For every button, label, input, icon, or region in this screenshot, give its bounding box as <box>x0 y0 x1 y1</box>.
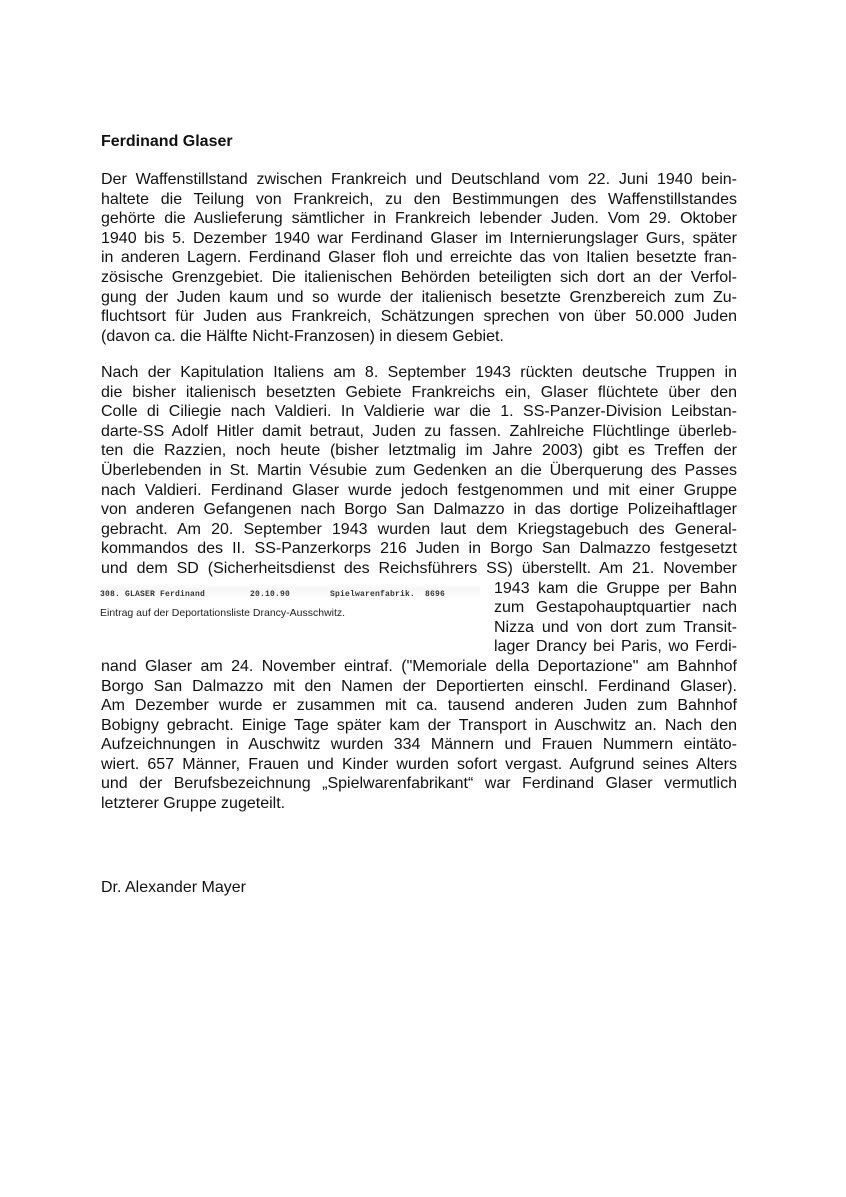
text-line: wiert. 657 Männer, Frauen und Kinder wurden sofort vergast. Aufgrund seines Alters <box>101 755 737 773</box>
deportation-list-figure <box>100 583 480 627</box>
text-line: Aufzeichnungen in Auschwitz wurden 334 Männern und Frauen Nummern eintäto- <box>101 736 737 754</box>
text-line: (davon ca. die Hälfte Nicht-Franzosen) in diesem Gebiet. <box>101 327 504 345</box>
text-line: in anderen Lagern. Ferdinand Glaser floh und erreichte das von Italien besetzte fran- <box>101 249 737 267</box>
text-line: Nach der Kapitulation Italiens am 8. September 1943 rückten deutsche Truppen in <box>101 364 737 381</box>
text-line: Überlebenden in St. Martin Vésubie zum Gedenken an die Überquerung des Passes <box>101 461 737 479</box>
text-line: Nizza und von dort zum Transit- <box>494 618 737 636</box>
text-line: darte-SS Adolf Hitler damit betraut, Juden zu fassen. Zahlreiche Flüchtlinge überleb- <box>101 422 737 440</box>
author-signature: Dr. Alexander Mayer <box>101 879 246 896</box>
figure-caption: Eintrag auf der Deportationsliste Drancy-Ausschwitz. <box>100 607 346 619</box>
paragraph-1 <box>101 170 737 346</box>
text-line: gehörte die Auslieferung sämtlicher in Frankreich lebender Juden. Vom 29. Oktober <box>101 210 737 228</box>
text-line: und der Berufsbezeichnung „Spielwarenfabrikant“ war Ferdinand Glaser vermutlich <box>101 775 737 793</box>
text-line: kommandos des II. SS-Panzerkorps 216 Juden in Borgo San Dalmazzo festgesetzt <box>101 540 737 558</box>
text-line: und dem SD (Sicherheitsdienst des Reichsführers SS) überstellt. Am 21. November <box>101 559 737 577</box>
text-line: Bobigny gebracht. Einige Tage später kam der Transport in Auschwitz an. Nach den <box>101 716 737 734</box>
text-line: zum Gestapohauptquartier nach <box>494 599 737 617</box>
text-line: Der Waffenstillstand zwischen Frankreich und Deutschland vom 22. Juni 1940 bein- <box>101 171 737 188</box>
text-line: fluchtsort für Juden aus Frankreich, Schätzungen sprechen von über 50.000 Juden <box>101 308 737 326</box>
text-line: ten die Razzien, noch heute (bisher letztmalig im Jahre 2003) gibt es Treffen der <box>101 442 737 460</box>
text-line: gung der Juden kaum und so wurde der italienisch besetzte Grenzbereich zum Zu- <box>101 288 737 306</box>
text-line: 1943 kam die Gruppe per Bahn <box>494 579 737 597</box>
text-line: zösische Grenzgebiet. Die italienischen Behörden beteiligten sich dort an der Verfol- <box>101 268 737 286</box>
text-line: haltete die Teilung von Frankreich, zu den Bestimmungen des Waffenstillstandes <box>101 190 737 208</box>
text-line: nach Valdieri. Ferdinand Glaser wurde jedoch festgenommen und mit einer Gruppe <box>101 481 737 499</box>
text-line: Colle di Ciliegie nach Valdieri. In Valdierie war die 1. SS-Panzer-Division Leibstan- <box>101 403 737 421</box>
text-line: gebracht. Am 20. September 1943 wurden laut dem Kriegstagebuch des General- <box>101 520 737 538</box>
text-line: letzterer Gruppe zugeteilt. <box>101 795 286 813</box>
text-line: Am Dezember wurde er zusammen mit ca. tausend anderen Juden zum Bahnhof <box>101 697 737 715</box>
text-line: die bisher italienisch besetzten Gebiete Frankreichs ein, Glaser flüchtete über den <box>101 383 737 401</box>
deportation-list-scan: 308. GLASER Ferdinand 20.10.90 Spielwarenfabrik. 8696 <box>100 583 480 599</box>
text-line: lager Drancy bei Paris, wo Ferdi- <box>494 638 737 656</box>
text-line: 1940 bis 5. Dezember 1940 war Ferdinand Glaser im Internierungslager Gurs, später <box>101 229 737 247</box>
text-line: Borgo San Dalmazzo mit den Namen der Deportierten einschl. Ferdinand Glaser). <box>101 677 737 695</box>
text-line: von anderen Gefangenen nach Borgo San Dalmazzo in das dortige Polizeihaftlager <box>101 501 737 519</box>
document-title: Ferdinand Glaser <box>101 133 233 150</box>
text-line: nand Glaser am 24. November eintraf. ("Memoriale della Deportazione" am Bahnhof <box>101 657 737 675</box>
